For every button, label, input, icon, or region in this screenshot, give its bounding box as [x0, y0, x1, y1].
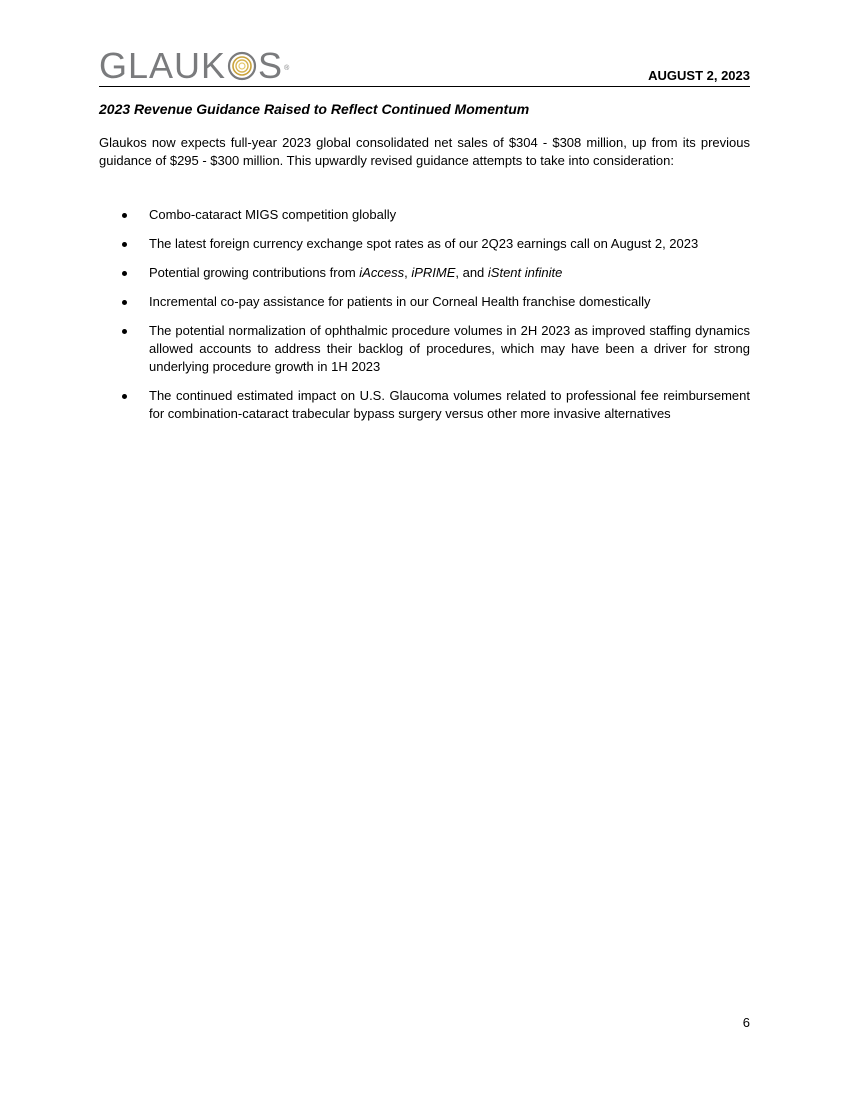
bullet-icon	[122, 271, 127, 276]
page-number: 6	[742, 1015, 750, 1030]
list-item: Incremental co-pay assistance for patients in our Corneal Health franchise domestically	[99, 293, 750, 311]
list-item: Potential growing contributions from iAccess, iPRIME, and iStent infinite	[99, 264, 750, 282]
logo-eye-icon	[227, 51, 257, 81]
glaukos-logo	[99, 46, 290, 86]
list-item: The continued estimated impact on U.S. Glaucoma volumes related to professional fee reimbursement for combination-cataract trabecular bypass surgery versus other more invasive alternatives	[99, 387, 750, 423]
header-date: AUGUST 2, 2023	[648, 68, 750, 83]
product-name: iAccess	[359, 265, 405, 280]
considerations-list	[99, 206, 750, 434]
page-header	[99, 46, 750, 88]
logo-text-end: S	[258, 45, 284, 86]
product-name: iStent infinite	[487, 265, 563, 280]
list-item: The potential normalization of ophthalmic procedure volumes in 2H 2023 as improved staffing dynamics allowed accounts to address their backlog of procedures, which may have been a driver for strong underlying procedure growth in 1H 2023	[99, 322, 750, 376]
list-item: Combo-cataract MIGS competition globally	[99, 206, 750, 224]
list-item: The latest foreign currency exchange spot rates as of our 2Q23 earnings call on August 2, 2023	[99, 235, 750, 253]
bullet-icon	[122, 300, 127, 305]
bullet-icon	[122, 329, 127, 334]
logo-text-start: GLAUK	[99, 45, 227, 86]
bullet-icon	[122, 213, 127, 218]
bullet-icon	[122, 394, 127, 399]
section-title: 2023 Revenue Guidance Raised to Reflect Continued Momentum	[99, 101, 530, 117]
logo-trademark: ®	[284, 65, 291, 72]
product-name: iPRIME	[411, 265, 456, 280]
header-divider	[99, 86, 750, 87]
intro-paragraph: Glaukos now expects full-year 2023 global consolidated net sales of $304 - $308 million, up from its previous guidance of $295 - $300 million. This upwardly revised guidance attempts to take into consideration:	[99, 135, 750, 168]
bullet-icon	[122, 242, 127, 247]
